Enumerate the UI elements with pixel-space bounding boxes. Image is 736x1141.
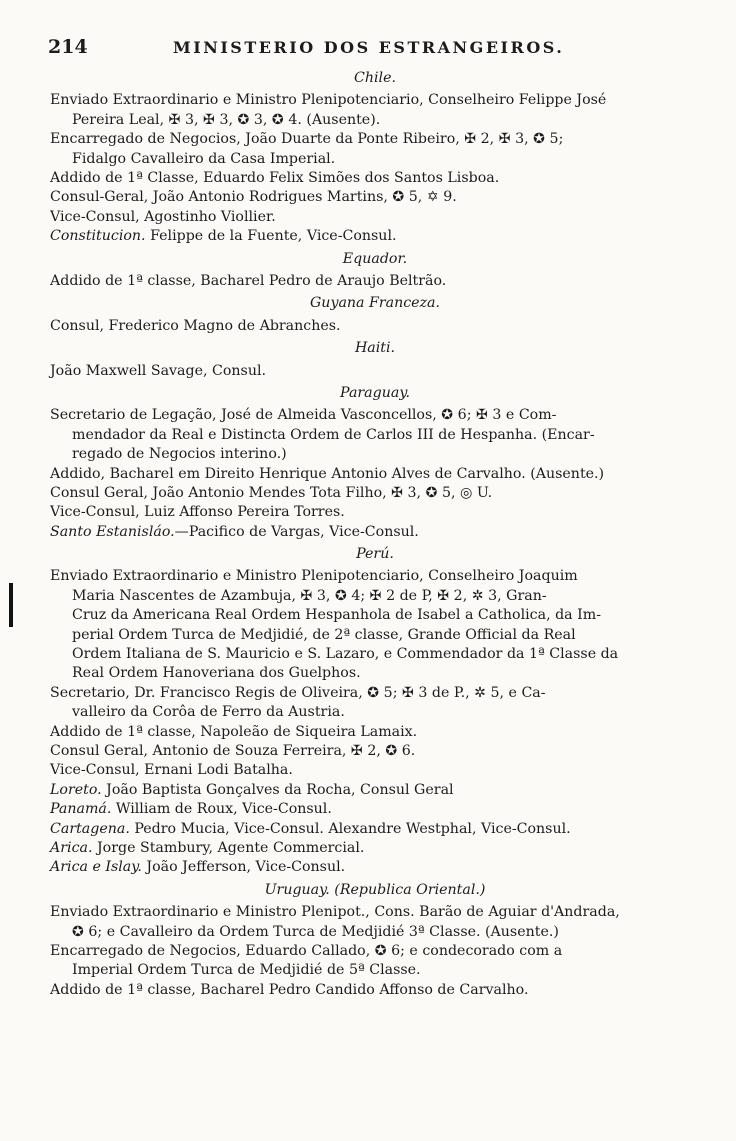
entry-line: ✪ 6; e Cavalleiro da Ordem Turca de Medjidié 3ª Classe. (Ausente.) <box>72 923 559 940</box>
section-title-chile: Chile. <box>354 70 396 86</box>
entry-line: Addido de 1ª classe, Napoleão de Siqueira Lamaix. <box>50 723 418 740</box>
entry-line: Enviado Extraordinario e Ministro Plenipotenciario, Conselheiro Joaquim <box>50 568 578 585</box>
entry-text: João Jefferson, Vice-Consul. <box>141 859 346 876</box>
entry-line: Secretario, Dr. Francisco Regis de Oliveira, ✪ 5; ✠ 3 de P., ✲ 5, e Ca- <box>50 684 546 701</box>
entry-text: Pedro Mucia, Vice-Consul. Alexandre Westphal, Vice-Consul. <box>129 820 571 837</box>
section-title-peru: Perú. <box>356 546 394 563</box>
entry-line: Encarregado de Negocios, Eduardo Callado, ✪ 6; e condecorado com a <box>50 942 563 959</box>
entry-line: Consul Geral, Antonio de Souza Ferreira, ✠ 2, ✪ 6. <box>50 742 416 759</box>
entry-line: Consul, Frederico Magno de Abranches. <box>50 317 341 334</box>
entry-line: Addido de 1ª Classe, Eduardo Felix Simões dos Santos Lisboa. <box>50 169 500 186</box>
place-name: Constitucion. <box>50 228 146 245</box>
place-name: Santo Estanisláo. <box>50 523 175 540</box>
entry-line: Secretario de Legação, José de Almeida Vasconcellos, ✪ 6; ✠ 3 e Com- <box>50 407 557 424</box>
entry-line: Encarregado de Negocios, João Duarte da Ponte Ribeiro, ✠ 2, ✠ 3, ✪ 5; <box>50 131 564 148</box>
entry-line: Enviado Extraordinario e Ministro Plenipot., Cons. Barão de Aguiar d'Andrada, <box>50 904 620 921</box>
section-title-haiti: Haiti. <box>354 340 396 357</box>
entry-line: Addido de 1ª classe, Bacharel Pedro de Araujo Beltrão. <box>50 272 447 289</box>
entry-line: Pereira Leal, ✠ 3, ✠ 3, ✪ 3, ✪ 4. (Ausente). <box>72 111 381 128</box>
section-title-uruguay: Uruguay. (Republica Oriental.) <box>264 881 486 898</box>
entry-line: Addido, Bacharel em Direito Henrique Antonio Alves de Carvalho. (Ausente.) <box>50 465 605 482</box>
entry-line: Maria Nascentes de Azambuja, ✠ 3, ✪ 4; ✠ 2 de P, ✠ 2, ✲ 3, Gran- <box>72 587 547 604</box>
entry-line <box>50 227 700 246</box>
entry-text: Jorge Stambury, Agente Commercial. <box>92 839 365 856</box>
place-name: Arica. <box>50 839 93 856</box>
margin-mark <box>9 583 13 627</box>
entry-line: Ordem Italiana de S. Mauricio e S. Lazaro, e Commendador da 1ª Classe da <box>72 646 619 663</box>
page-content <box>50 66 700 1000</box>
entry-line <box>50 858 700 877</box>
entry-line: Vice-Consul, Luiz Affonso Pereira Torres. <box>50 504 345 521</box>
section-title-guyana: Guyana Franceza. <box>309 295 441 312</box>
entry-line: Addido de 1ª classe, Bacharel Pedro Candido Affonso de Carvalho. <box>50 981 529 998</box>
running-title: MINISTERIO DOS ESTRANGEIROS. <box>173 38 565 57</box>
entry-line: Vice-Consul, Ernani Lodi Batalha. <box>50 762 293 779</box>
place-name: Cartagena. <box>50 820 130 837</box>
entry-line: Consul Geral, João Antonio Mendes Tota Filho, ✠ 3, ✪ 5, ◎ U. <box>50 484 493 501</box>
entry-line: Imperial Ordem Turca de Medjidié de 5ª Classe. <box>72 962 421 979</box>
place-name: Loreto. <box>50 781 102 798</box>
entry-line <box>50 820 700 839</box>
entry-line: Fidalgo Cavalleiro da Casa Imperial. <box>72 150 336 167</box>
section-title-paraguay: Paraguay. <box>340 384 410 401</box>
entry-line <box>50 781 700 800</box>
page-number: 214 <box>48 36 88 58</box>
entry-line <box>50 800 700 819</box>
entry-text: Felippe de la Fuente, Vice-Consul. <box>145 228 397 245</box>
entry-line <box>50 839 700 858</box>
entry-line: perial Ordem Turca de Medjidié, de 2ª classe, Grande Official da Real <box>72 626 576 643</box>
entry-line: regado de Negocios interino.) <box>72 446 287 463</box>
entry-line: João Maxwell Savage, Consul. <box>50 362 266 379</box>
entry-text: —Pacifico de Vargas, Vice-Consul. <box>174 523 419 540</box>
entry-text: João Baptista Gonçalves da Rocha, Consul Geral <box>101 781 454 798</box>
entry-line: Cruz da Americana Real Ordem Hespanhola de Isabel a Catholica, da Im- <box>72 607 602 624</box>
entry-line: Vice-Consul, Agostinho Viollier. <box>50 208 276 225</box>
entry-text: William de Roux, Vice-Consul. <box>111 801 332 818</box>
entry-line: Real Ordem Hanoveriana dos Guelphos. <box>72 665 361 682</box>
page-header <box>48 36 688 62</box>
place-name: Arica e Islay. <box>50 859 142 876</box>
section-title-equador: Equador. <box>342 250 408 267</box>
entry-line <box>50 523 700 542</box>
entry-line: valleiro da Corôa de Ferro da Austria. <box>72 704 345 721</box>
place-name: Panamá. <box>50 801 112 818</box>
entry-line: mendador da Real e Distincta Ordem de Carlos III de Hespanha. (Encar- <box>72 426 595 443</box>
entry-line: Consul-Geral, João Antonio Rodrigues Martins, ✪ 5, ✡ 9. <box>50 189 457 206</box>
entry-line: Enviado Extraordinario e Ministro Plenipotenciario, Conselheiro Felippe José <box>50 92 607 109</box>
